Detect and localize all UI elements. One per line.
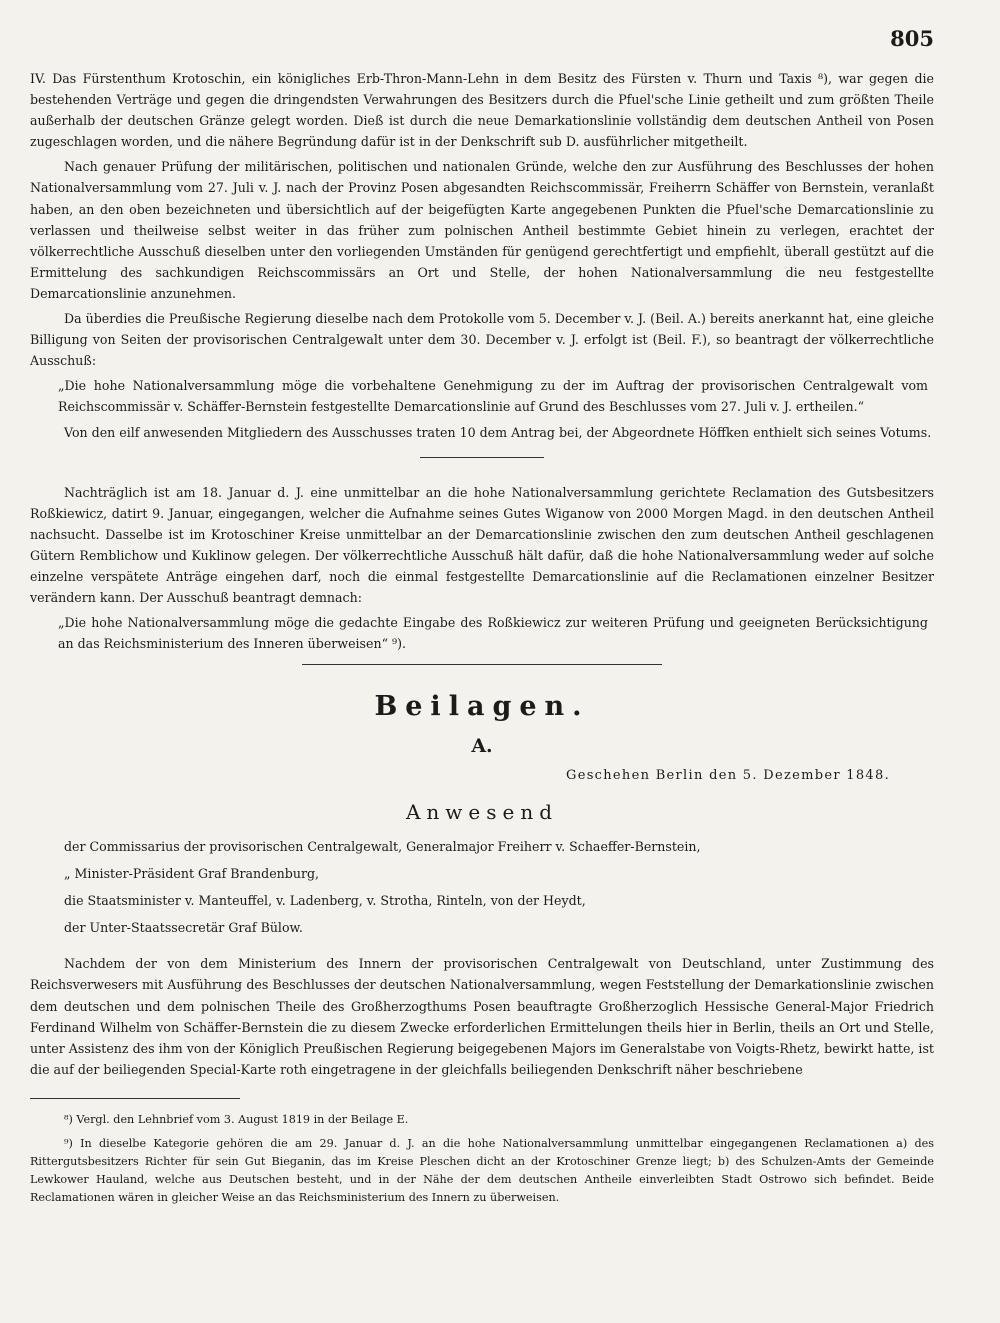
addendum-quote: „Die hohe Nationalversammlung möge die gedachte Eingabe des Roßkiewicz zur weiteren Prüfung und geeigneten Berücksichtigung an das Reichsministerium des Inneren überweisen“ ⁹). bbox=[58, 615, 928, 652]
attendees-heading: Anwesend bbox=[405, 800, 559, 825]
page-number: 805 bbox=[890, 26, 934, 51]
attendee-line: die Staatsminister v. Manteuffel, v. Ladenberg, v. Strotha, Rinteln, von der Heydt, bbox=[64, 893, 586, 909]
footnote: ⁸) Vergl. den Lehnbrief vom 3. August 1819 in der Beilage E. bbox=[64, 1112, 409, 1126]
document-body bbox=[30, 68, 934, 1213]
prussian-approval-paragraph: Da überdies die Preußische Regierung dieselbe nach dem Protokolle vom 5. December v. J. (Beil. A.) bereits anerkannt hat, eine gleiche Billigung von Seiten der provisorischen Centralgewalt unter dem 30. December v. J. erfolgt ist (Beil. F.), so beantragt der völkerrechtliche Ausschuß: bbox=[30, 311, 934, 369]
attendee-line: „ Minister-Präsident Graf Brandenburg, bbox=[64, 866, 320, 882]
footnote: ⁹) In dieselbe Kategorie gehören die am 29. Januar d. J. an die hohe Nationalversammlung unmittelbar eingegangenen Reclamationen a) des Rittergutsbesitzers Richter für sein Gut Bieganin, das im Kreise Pleschen dicht an der Krotoschiner Grenze liegt; b) des Schulzen-Amts der Gemeinde Lewkower Hauland, welche aus Deutschen besteht, und in der Nähe der dem deutschen Antheile einverleibten Stadt Ostrowo sich befindet. Beide Reclamationen wären in gleicher Weise an das Reichsministerium des Innern zu überweisen. bbox=[30, 1136, 934, 1204]
annex-letter: A. bbox=[471, 735, 493, 758]
divider bbox=[420, 457, 544, 458]
protocol-paragraph: Nachdem der von dem Ministerium des Innern der provisorischen Centralgewalt von Deutschland, unter Zustimmung des Reichsverwesers mit Ausführung des Beschlusses der deutschen Nationalversammlung, wegen Feststellung der Demarkationslinie zwischen dem deutschen und dem polnischen Theile des Großherzogthums Posen beauftragte Großherzoglich Hessische General-Major Friedrich Ferdinand Wilhelm von Schäffer-Bernstein die zu diesem Zwecke erforderlichen Ermittelungen theils hier in Berlin, theils an Ort und Stelle, unter Assistenz des ihm von der Königlich Preußischen Regierung beigegebenen Majors im Generalstabe von Voigts-Rhetz, bewirkt hatte, ist die auf der beiliegenden Special-Karte roth eingetragene in der gleichfalls beiliegenden Denkschrift näher beschriebene bbox=[30, 956, 934, 1077]
beilagen-heading: Beilagen. bbox=[374, 691, 590, 723]
addendum-paragraph: Nachträglich ist am 18. Januar d. J. eine unmittelbar an die hohe Nationalversammlung gerichtete Reclamation des Gutsbesitzers Roßkiewicz, datirt 9. Januar, eingegangen, welcher die Aufnahme seines Gutes Wiganow von 2000 Morgen Magd. in den deutschen Antheil nachsucht. Dasselbe ist im Krotoschiner Kreise unmittelbar an der Demarcationslinie zwischen den zum deutschen Antheil geschlagenen Gütern Remblichow und Kuklinow gelegen. Der völkerrechtliche Ausschuß hält dafür, daß die hohe Nationalversammlung weder auf solche einzelne verspätete Anträge eingehen darf, noch die einmal festgestellte Demarcationslinie auf die Reclamationen einzelner Besitzer verändern kann. Der Ausschuß beantragt demnach: bbox=[30, 484, 934, 606]
review-paragraph: Nach genauer Prüfung der militärischen, politischen und nationalen Gründe, welche den zur Ausführung des Beschlusses der hohen Nationalversammlung vom 27. Juli v. J. nach der Provinz Posen abgesandten Reichscommissär, Freiherrn Schäffer von Bernstein, veranlaßt haben, an den oben bezeichneten und übersichtlich auf der beigefügten Karte angegebenen Punkten die Pfuel'sche Demarcationslinie zu verlassen und theilweise selbst weiter in das früher zum polnischen Antheil bestimmte Gebiet hinein zu verlegen, erachtet der völkerrechtliche Ausschuß dieselben unter den vorliegenden Umständen für genügend gerechtfertigt und empfiehlt, überall gestützt auf die Ermittelung des sachkundigen Reichscommissärs an Ort und Stelle, der hohen Nationalversammlung die neu festgestellte Demarcationslinie anzunehmen. bbox=[30, 159, 934, 301]
dateline: Geschehen Berlin den 5. Dezember 1848. bbox=[566, 768, 890, 784]
footnotes bbox=[30, 1111, 934, 1207]
motion-quote: „Die hohe Nationalversammlung möge die vorbehaltene Genehmigung zu der im Auftrag der provisorischen Centralgewalt vom Reichscommissär v. Schäffer-Bernstein festgestellte Demarcationslinie auf Grund des Beschlusses vom 27. Juli v. J. ertheilen.“ bbox=[58, 378, 928, 415]
vote-paragraph: Von den eilf anwesenden Mitgliedern des Ausschusses traten 10 dem Antrag bei, der Abgeordnete Höffken enthielt sich seines Votums. bbox=[64, 424, 932, 440]
footnote-divider bbox=[30, 1098, 240, 1099]
attendee-line: der Unter-Staatssecretär Graf Bülow. bbox=[64, 920, 303, 936]
section-iv-paragraph: IV. Das Fürstenthum Krotoschin, ein königliches Erb-Thron-Mann-Lehn in dem Besitz des Fürsten v. Thurn und Taxis ⁸), war gegen die bestehenden Verträge und gegen die dringendsten Verwahrungen des Besitzers durch die Pfuel'sche Linie getheilt und zum größten Theile außerhalb der deutschen Gränze gelegt worden. Dieß ist durch die neue Demarkationslinie vollständig dem deutschen Antheil von Posen zugeschlagen worden, und die nähere Begründung dafür ist in der Denkschrift sub D. ausführlicher mitgetheilt. bbox=[30, 71, 934, 150]
attendee-line: der Commissarius der provisorischen Centralgewalt, Generalmajor Freiherr v. Schaeffer-Bernstein, bbox=[64, 839, 701, 855]
divider bbox=[302, 664, 662, 665]
